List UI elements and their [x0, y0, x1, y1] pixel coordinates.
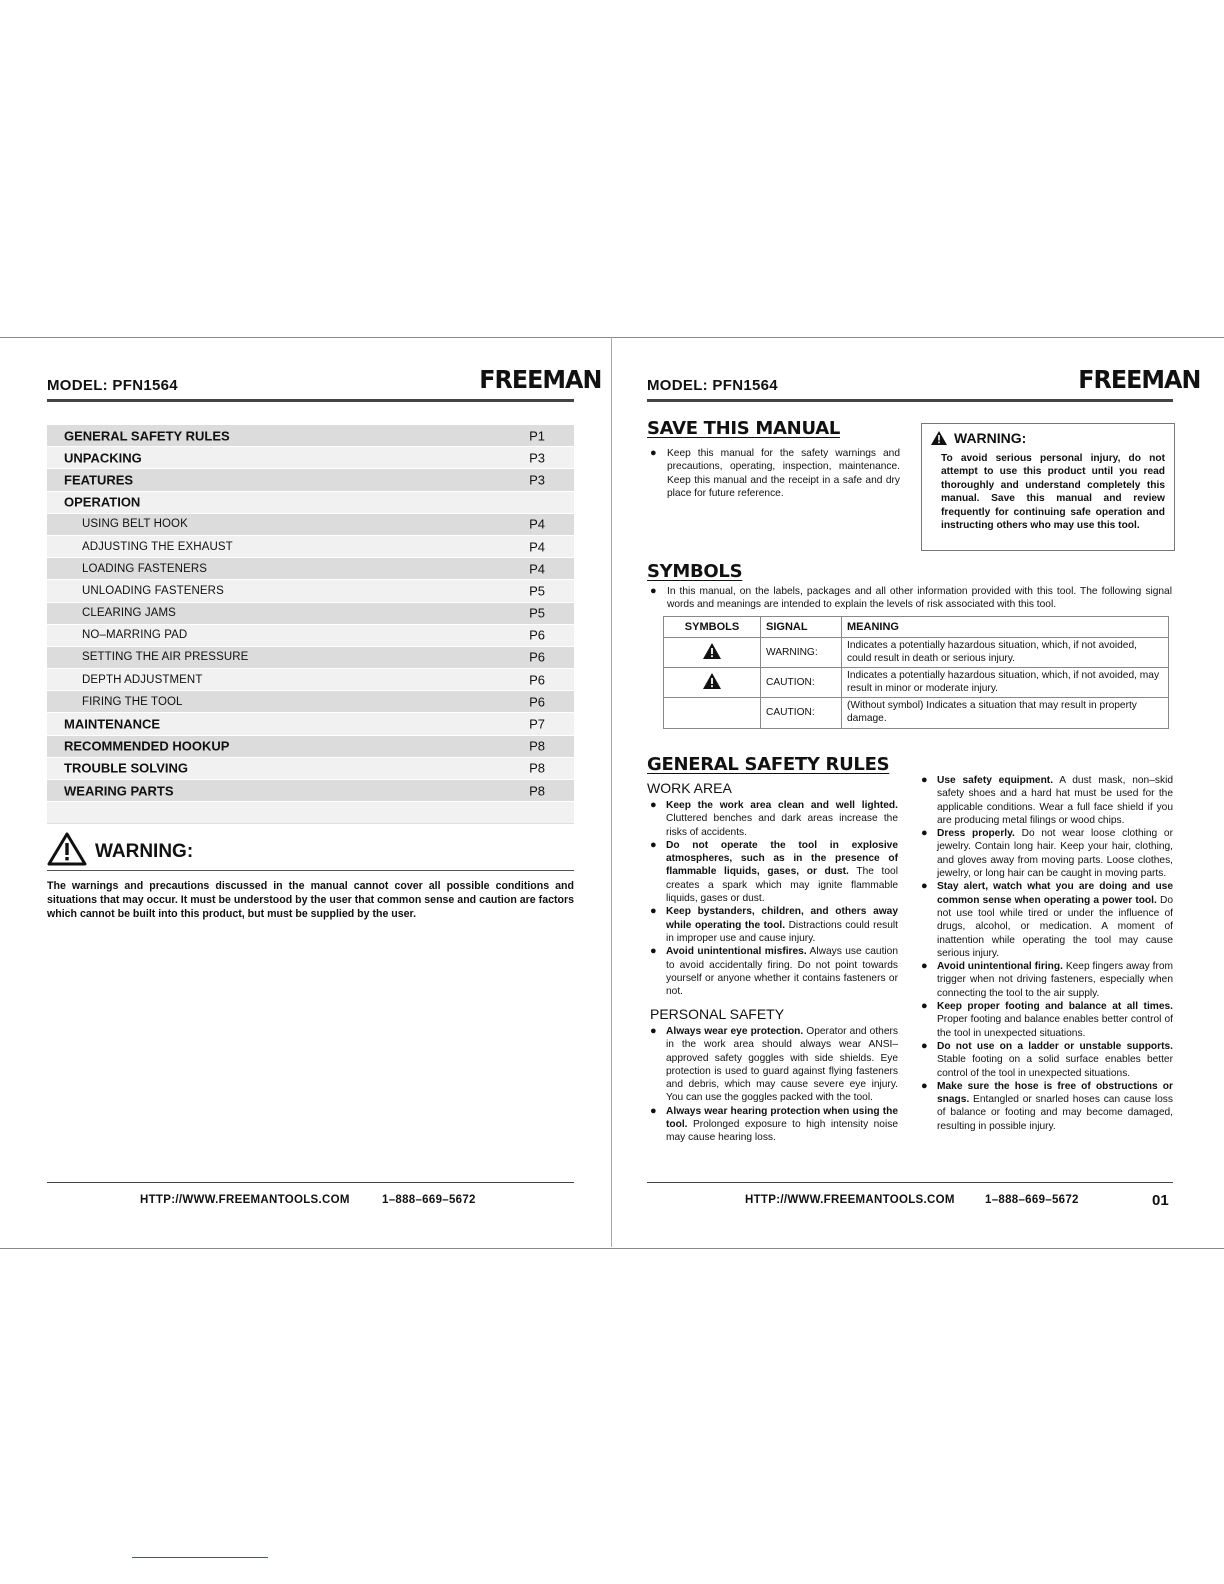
symbols-intro: ● In this manual, on the labels, packages and all other information provided with this tool. The following signal words and meanings are intended to explain the levels of risk associated with this tool. [650, 585, 1172, 612]
safety-rule-item [921, 1080, 1173, 1133]
toc-row [47, 669, 574, 691]
toc-row [47, 447, 574, 469]
toc-label: CLEARING JAMS [82, 607, 176, 620]
toc-label: WEARING PARTS [64, 783, 174, 799]
safety-rule-text: The tool creates a spark which may ignite flammable liquids, gases or dust. [666, 866, 898, 905]
safety-rule-item [650, 1105, 898, 1145]
safety-rule-item [921, 827, 1173, 880]
toc-row [47, 558, 574, 580]
safety-rule-item [650, 945, 898, 998]
toc-label: OPERATION [64, 494, 141, 510]
toc-row [47, 469, 574, 491]
meaning-text: Indicates a potentially hazardous situation, which, if not avoided, may result in minor or moderate injury. [842, 668, 1169, 698]
safety-rule-heading: Dress properly. [937, 828, 1015, 840]
toc-page-number: P3 [529, 472, 545, 488]
model-label: MODEL: PFN1564 [47, 377, 178, 394]
footer-url: HTTP://WWW.FREEMANTOOLS.COM [745, 1194, 955, 1206]
safety-rule-item [650, 799, 898, 839]
table-row [664, 638, 1169, 668]
safety-rule-heading: Make sure the hose is free of obstructions or snags. [937, 1080, 1173, 1106]
warning-box-title: WARNING: [954, 430, 1027, 446]
warning-block [47, 832, 574, 921]
toc-spacer-row [47, 802, 574, 824]
safety-rule-text: Stable footing on a solid surface enables better control of the tool in unexpected situations. [937, 1054, 1173, 1079]
toc-label: ADJUSTING THE EXHAUST [82, 540, 233, 553]
safety-rule-item [921, 1000, 1173, 1040]
toc-page-number: P6 [529, 627, 545, 643]
toc-row [47, 625, 574, 647]
toc-page-number: P1 [529, 428, 545, 444]
toc-label: NO–MARRING PAD [82, 629, 188, 642]
safety-rule-heading: Do not use on a ladder or unstable supports. [937, 1040, 1173, 1052]
toc-row [47, 736, 574, 758]
safety-rules-right-column [921, 774, 1173, 1133]
safety-rule-heading: Do not operate the tool in explosive atmospheres, such as in the presence of flammable liquids, gases, or dust. [666, 839, 898, 878]
safety-rule-item [921, 774, 1173, 827]
toc-page-number: P4 [529, 516, 545, 532]
safety-rule-item [650, 839, 898, 905]
toc-label: GENERAL SAFETY RULES [64, 428, 230, 444]
safety-rule-text: Do not wear loose clothing or jewelry. Contain long hair. Keep your hair, clothing, and gloves away from moving parts. Loose clothes, jewelry, or long hair can be caught in moving parts. [937, 828, 1173, 880]
warning-triangle-icon [702, 642, 722, 660]
safety-rule-item [921, 1040, 1173, 1080]
table-header: SYMBOLS [664, 617, 761, 638]
toc-label: UNPACKING [64, 450, 142, 466]
safety-rule-text: Prolonged exposure to high intensity noise may cause hearing loss. [666, 1119, 898, 1144]
signal-word: CAUTION: [761, 698, 842, 728]
toc-row [47, 780, 574, 802]
table-of-contents [47, 425, 574, 824]
safety-rule-text: Distractions could result in improper use and cause injury. [666, 919, 898, 944]
table-header: SIGNAL [761, 617, 842, 638]
toc-label: MAINTENANCE [64, 716, 161, 732]
toc-page-number: P7 [529, 716, 545, 732]
toc-row [47, 580, 574, 602]
meaning-text: Indicates a potentially hazardous situation, which, if not avoided, could result in death or serious injury. [842, 638, 1169, 668]
toc-label: TROUBLE SOLVING [64, 760, 188, 776]
toc-row [47, 647, 574, 669]
brand-logo: FREEMAN [1078, 365, 1201, 394]
toc-label: DEPTH ADJUSTMENT [82, 673, 203, 686]
save-manual-title: SAVE THIS MANUAL [647, 418, 841, 439]
personal-safety-title: PERSONAL SAFETY [650, 1006, 785, 1022]
header-rule [47, 399, 574, 402]
work-area-title: WORK AREA [647, 780, 732, 796]
toc-label: UNLOADING FASTENERS [82, 584, 224, 597]
warning-triangle-icon [47, 832, 87, 866]
toc-page-number: P6 [529, 672, 545, 688]
table-header: MEANING [842, 617, 1169, 638]
safety-rule-heading: Keep the work area clean and well lighted. [666, 800, 898, 811]
safety-rule-heading: Avoid unintentional firing. [937, 961, 1063, 973]
general-safety-rules-title: GENERAL SAFETY RULES [647, 754, 890, 775]
footer-phone: 1–888–669–5672 [985, 1194, 1079, 1206]
personal-safety-list [650, 1025, 898, 1145]
toc-page-number: P8 [529, 783, 545, 799]
toc-row [47, 425, 574, 447]
toc-page-number: P5 [529, 605, 545, 621]
safety-rule-item [921, 880, 1173, 960]
toc-row [47, 713, 574, 735]
safety-rule-text: Entangled or snarled hoses can cause loss of balance or footing and may become damaged, resulting in possible injury. [937, 1094, 1173, 1132]
safety-rule-item [650, 905, 898, 945]
warning-title: WARNING: [95, 841, 194, 862]
safety-rule-text: A dust mask, non–skid safety shoes and a hard hat must be used for the applicable conditions. Wear a full face shield if you are producing metal filings or wood chips. [937, 775, 1173, 826]
left-page [0, 337, 611, 1247]
table-row [664, 698, 1169, 728]
warning-box [921, 423, 1175, 551]
safety-rule-heading: Keep proper footing and balance at all times. [937, 1001, 1173, 1013]
toc-row [47, 492, 574, 514]
toc-page-number: P6 [529, 649, 545, 665]
header-rule [647, 399, 1173, 402]
footer-phone: 1–888–669–5672 [382, 1194, 476, 1206]
footer-rule [47, 1182, 574, 1183]
safety-rule-heading: Always wear hearing protection when using the tool. [666, 1105, 898, 1131]
page-number: 01 [1152, 1192, 1169, 1209]
table-row [664, 668, 1169, 698]
warning-triangle-icon [702, 672, 722, 690]
toc-label: FEATURES [64, 472, 134, 488]
toc-row [47, 514, 574, 536]
brand-logo: FREEMAN [479, 365, 602, 394]
warning-triangle-icon [930, 430, 948, 446]
model-label: MODEL: PFN1564 [647, 377, 778, 394]
signal-word: WARNING: [761, 638, 842, 668]
toc-label: RECOMMENDED HOOKUP [64, 738, 230, 754]
toc-row [47, 603, 574, 625]
symbols-title: SYMBOLS [647, 561, 743, 582]
warning-text: The warnings and precautions discussed in the manual cannot cover all possible conditions and situations that may occur. It must be understood by the user that common sense and caution are factors which cannot be built into this product, but must be supplied by the user. [47, 880, 574, 920]
toc-row [47, 758, 574, 780]
toc-row [47, 691, 574, 713]
safety-rule-text: Cluttered benches and dark areas increase the risks of accidents. [666, 813, 898, 838]
toc-page-number: P5 [529, 583, 545, 599]
toc-label: LOADING FASTENERS [82, 562, 208, 575]
work-area-list [650, 799, 898, 998]
toc-page-number: P8 [529, 760, 545, 776]
safety-rule-item [650, 1025, 898, 1105]
safety-rule-item [921, 960, 1173, 1000]
safety-rule-heading: Use safety equipment. [937, 775, 1054, 786]
safety-rule-text: Operator and others in the work area should always wear ANSI–approved safety goggles with side shields. Eye protection is used to guard against flying fasteners and debris, which may cause severe eye injury. You can use the goggles packed with the tool. [666, 1026, 898, 1104]
link-underline [132, 1557, 268, 1558]
footer-rule [647, 1182, 1173, 1183]
right-page [612, 337, 1224, 1247]
save-manual-text: ● Keep this manual for the safety warnings and precautions, operating, inspection, maintenance. Keep this manual and the receipt in a safe and dry place for future reference. [650, 447, 900, 501]
toc-page-number: P6 [529, 694, 545, 710]
safety-rule-text: Keep fingers away from trigger when not driving fasteners, especially when connecting the tool to the air supply. [937, 961, 1173, 999]
toc-label: USING BELT HOOK [82, 518, 188, 531]
safety-rule-heading: Avoid unintentional misfires. [666, 946, 807, 958]
toc-page-number: P8 [529, 738, 545, 754]
safety-rule-text: Proper footing and balance enables better control of the tool in unexpected situations. [937, 1014, 1173, 1039]
footer-url: HTTP://WWW.FREEMANTOOLS.COM [140, 1194, 350, 1206]
toc-label: SETTING THE AIR PRESSURE [82, 651, 249, 664]
warning-box-text: To avoid serious personal injury, do not attempt to use this product until you read thoroughly and understand completely this manual. Save this manual and review frequently for continuing safe operation and instructing others who may use this tool. [941, 453, 1165, 532]
safety-rule-heading: Stay alert, watch what you are doing and use common sense when operating a power tool. [937, 881, 1173, 906]
toc-label: FIRING THE TOOL [82, 695, 183, 708]
safety-rule-text: Always use caution to avoid accidentally firing. Do not point towards yourself or anyone whether it contains fasteners or not. [666, 946, 898, 998]
signal-word: CAUTION: [761, 668, 842, 698]
safety-rule-heading: Always wear eye protection. [666, 1026, 804, 1037]
safety-rule-heading: Keep bystanders, children, and others away while operating the tool. [666, 906, 898, 931]
toc-page-number: P4 [529, 539, 545, 555]
toc-page-number: P3 [529, 450, 545, 466]
meaning-text: (Without symbol) Indicates a situation that may result in property damage. [842, 698, 1169, 728]
toc-row [47, 536, 574, 558]
symbols-table [663, 616, 1169, 729]
safety-rule-text: Do not use tool while tired or under the influence of drugs, alcohol, or medication. A moment of inattention while operating the tool may cause serious injury. [937, 894, 1173, 959]
toc-page-number: P4 [529, 561, 545, 577]
